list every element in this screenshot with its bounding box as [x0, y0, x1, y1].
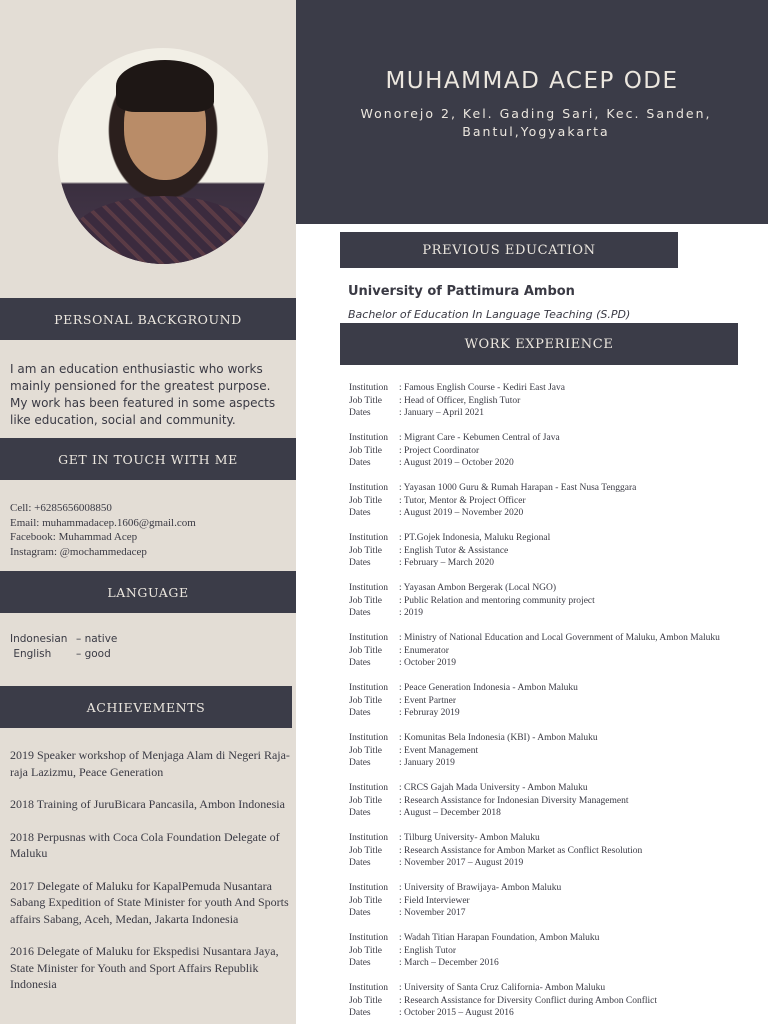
- get-in-touch-heading: GET IN TOUCH WITH ME: [0, 438, 296, 480]
- job-entry: [349, 932, 749, 982]
- job-field-label: Job Title: [349, 945, 383, 956]
- job-dates-row: [349, 957, 749, 970]
- job-entry: [349, 432, 749, 482]
- profile-photo: [58, 48, 268, 264]
- job-field-value: : November 2017: [399, 908, 466, 918]
- job-field-value: : August 2019 – October 2020: [399, 458, 514, 468]
- job-field-value: : February – March 2020: [399, 558, 494, 568]
- job-field-label: Institution: [349, 383, 389, 393]
- job-institution-row: [349, 732, 749, 745]
- job-field-label: Job Title: [349, 845, 383, 856]
- job-job-title-row: [349, 945, 749, 958]
- personal-background-heading: PERSONAL BACKGROUND: [0, 298, 296, 340]
- job-field-value: : Enumerator: [399, 645, 449, 656]
- job-field-label: Job Title: [349, 495, 383, 506]
- language-list: [10, 632, 117, 662]
- job-field-label: Dates: [349, 1008, 371, 1018]
- job-dates-row: [349, 557, 749, 570]
- job-entry: [349, 582, 749, 632]
- achievement-item: 2016 Delegate of Maluku for Ekspedisi Nusantara Jaya, State Minister for Youth and Sport Affairs Republik Indonesia: [10, 944, 279, 991]
- job-institution-row: [349, 882, 749, 895]
- job-dates-row: [349, 757, 749, 770]
- job-institution-row: [349, 982, 749, 995]
- job-job-title-row: [349, 495, 749, 508]
- job-entry: [349, 632, 749, 682]
- job-field-value: : Field Interviewer: [399, 895, 470, 906]
- job-dates-row: [349, 607, 749, 620]
- job-field-label: Institution: [349, 783, 389, 793]
- job-field-label: Job Title: [349, 745, 383, 756]
- job-field-label: Institution: [349, 533, 389, 543]
- job-institution-row: [349, 582, 749, 595]
- job-field-value: : November 2017 – August 2019: [399, 858, 524, 868]
- achievement-item: 2018 Training of JuruBicara Pancasila, Ambon Indonesia: [10, 797, 285, 811]
- job-field-value: : January – April 2021: [399, 408, 484, 418]
- achievement-item: 2018 Perpusnas with Coca Cola Foundation Delegate of Maluku: [10, 829, 280, 860]
- job-field-label: Job Title: [349, 595, 383, 606]
- achievement-item: 2017 Delegate of Maluku for KapalPemuda Nusantara Sabang Expedition of State Minister for youth And Sports affairs Sabang, Aceh, Medan, Jakarta Indonesia: [10, 878, 289, 926]
- job-field-label: Job Title: [349, 795, 383, 806]
- job-field-value: : Wadah Titian Harapan Foundation, Ambon Maluku: [399, 933, 600, 943]
- job-field-value: : Public Relation and mentoring community project: [399, 595, 595, 606]
- job-field-value: : Peace Generation Indonesia - Ambon Maluku: [399, 683, 578, 693]
- job-field-label: Dates: [349, 858, 371, 868]
- job-field-value: : Yayasan 1000 Guru & Rumah Harapan - East Nusa Tenggara: [399, 483, 637, 493]
- job-field-label: Institution: [349, 733, 389, 743]
- degree-title: Bachelor of Education In Language Teaching (S.PD): [348, 308, 631, 321]
- job-entry: [349, 832, 749, 882]
- job-dates-row: [349, 907, 749, 920]
- job-field-value: : Event Partner: [399, 695, 456, 706]
- job-field-label: Institution: [349, 933, 389, 943]
- job-job-title-row: [349, 545, 749, 558]
- contact-cell: Cell: +6285656008850: [10, 502, 112, 514]
- job-field-label: Dates: [349, 558, 371, 568]
- job-job-title-row: [349, 795, 749, 808]
- achievements-heading: ACHIEVEMENTS: [0, 686, 292, 728]
- job-field-value: : University of Santa Cruz California- Ambon Maluku: [399, 983, 606, 993]
- job-field-label: Institution: [349, 583, 389, 593]
- job-job-title-row: [349, 995, 749, 1008]
- job-field-label: Dates: [349, 608, 371, 618]
- job-institution-row: [349, 532, 749, 545]
- job-field-value: : October 2015 – August 2016: [399, 1008, 514, 1018]
- job-field-label: Institution: [349, 983, 389, 993]
- job-field-value: : University of Brawijaya- Ambon Maluku: [399, 883, 562, 893]
- job-institution-row: [349, 432, 749, 445]
- job-entry: [349, 682, 749, 732]
- job-field-label: Job Title: [349, 645, 383, 656]
- job-field-label: Dates: [349, 508, 371, 518]
- job-entry: [349, 982, 749, 1024]
- job-field-value: : CRCS Gajah Mada University - Ambon Maluku: [399, 783, 588, 793]
- job-field-value: : August 2019 – November 2020: [399, 508, 524, 518]
- job-job-title-row: [349, 845, 749, 858]
- job-field-value: : Tilburg University- Ambon Maluku: [399, 833, 540, 843]
- candidate-name: MUHAMMAD ACEP ODE: [385, 68, 679, 94]
- contact-instagram: Instagram: @mochammedacep: [10, 545, 147, 558]
- job-institution-row: [349, 382, 749, 395]
- job-institution-row: [349, 482, 749, 495]
- job-field-value: : Ministry of National Education and Local Government of Maluku, Ambon Maluku: [399, 633, 720, 643]
- job-dates-row: [349, 857, 749, 870]
- job-field-label: Job Title: [349, 395, 383, 406]
- job-dates-row: [349, 507, 749, 520]
- language-heading: LANGUAGE: [0, 571, 296, 613]
- job-institution-row: [349, 782, 749, 795]
- job-field-value: : Research Assistance for Ambon Market as Conflict Resolution: [399, 845, 643, 856]
- job-field-label: Institution: [349, 683, 389, 693]
- job-job-title-row: [349, 595, 749, 608]
- job-field-label: Dates: [349, 808, 371, 818]
- job-field-value: : Komunitas Bela Indonesia (KBI) - Ambon Maluku: [399, 733, 598, 743]
- previous-education-heading: PREVIOUS EDUCATION: [340, 232, 678, 268]
- contact-facebook: Facebook: Muhammad Acep: [10, 531, 138, 543]
- job-field-label: Institution: [349, 433, 389, 443]
- contact-list: [10, 501, 196, 559]
- job-entry: [349, 782, 749, 832]
- job-institution-row: [349, 932, 749, 945]
- job-dates-row: [349, 407, 749, 420]
- job-field-label: Dates: [349, 758, 371, 768]
- job-field-label: Dates: [349, 958, 371, 968]
- job-field-value: : Februray 2019: [399, 708, 460, 718]
- job-field-label: Institution: [349, 633, 389, 643]
- job-field-label: Job Title: [349, 895, 383, 906]
- job-field-value: : Research Assistance for Diversity Conflict during Ambon Conflict: [399, 995, 658, 1006]
- job-job-title-row: [349, 445, 749, 458]
- job-job-title-row: [349, 645, 749, 658]
- job-job-title-row: [349, 745, 749, 758]
- contact-email: Email: muhammadacep.1606@gmail.com: [10, 516, 196, 529]
- language-item: English – good: [10, 648, 111, 660]
- job-field-value: : January 2019: [399, 758, 455, 768]
- job-field-value: : Yayasan Ambon Bergerak (Local NGO): [399, 583, 557, 593]
- job-dates-row: [349, 707, 749, 720]
- personal-background-text: I am an education enthusiastic who works mainly pensioned for the greatest purpose. My work has been featured in some aspects like education, social and community.: [10, 362, 276, 427]
- job-entry: [349, 882, 749, 932]
- job-field-label: Job Title: [349, 995, 383, 1006]
- job-field-value: : Tutor, Mentor & Project Officer: [399, 495, 526, 506]
- job-field-value: : Research Assistance for Indonesian Diversity Management: [399, 795, 629, 806]
- job-institution-row: [349, 632, 749, 645]
- job-entry: [349, 482, 749, 532]
- job-field-label: Job Title: [349, 545, 383, 556]
- work-experience-heading: WORK EXPERIENCE: [340, 323, 738, 365]
- job-field-value: : October 2019: [399, 658, 456, 668]
- job-field-value: : August – December 2018: [399, 808, 501, 818]
- job-job-title-row: [349, 395, 749, 408]
- job-dates-row: [349, 457, 749, 470]
- job-entry: [349, 532, 749, 582]
- candidate-address: Wonorejo 2, Kel. Gading Sari, Kec. Sanden, Bantul,Yogyakarta: [360, 106, 712, 139]
- achievements-list: [10, 747, 290, 1009]
- job-field-label: Institution: [349, 833, 389, 843]
- job-field-label: Institution: [349, 883, 389, 893]
- job-field-value: : Event Management: [399, 745, 479, 756]
- job-job-title-row: [349, 895, 749, 908]
- language-item: Indonesian – native: [10, 633, 118, 645]
- job-field-label: Dates: [349, 458, 371, 468]
- job-job-title-row: [349, 695, 749, 708]
- job-dates-row: [349, 1007, 749, 1020]
- job-field-value: : Head of Officer, English Tutor: [399, 395, 521, 406]
- job-field-label: Institution: [349, 483, 389, 493]
- job-entry: [349, 382, 749, 432]
- job-dates-row: [349, 807, 749, 820]
- achievement-item: 2019 Speaker workshop of Menjaga Alam di Negeri Raja-raja Lazizmu, Peace Generation: [10, 748, 290, 779]
- job-field-label: Job Title: [349, 445, 383, 456]
- job-field-value: : 2019: [399, 608, 424, 618]
- work-experience-list: [349, 382, 749, 1024]
- job-institution-row: [349, 832, 749, 845]
- job-field-value: : Migrant Care - Kebumen Central of Java: [399, 433, 560, 443]
- job-field-label: Dates: [349, 708, 371, 718]
- job-field-value: : English Tutor & Assistance: [399, 545, 509, 556]
- job-field-value: : Project Coordinator: [399, 445, 480, 456]
- job-field-value: : Famous English Course - Kediri East Java: [399, 383, 565, 393]
- job-field-value: : March – December 2016: [399, 958, 499, 968]
- job-field-value: : English Tutor: [399, 945, 457, 956]
- job-field-label: Job Title: [349, 695, 383, 706]
- job-entry: [349, 732, 749, 782]
- job-field-label: Dates: [349, 908, 371, 918]
- university-name: University of Pattimura Ambon: [348, 284, 575, 299]
- job-field-value: : PT.Gojek Indonesia, Maluku Regional: [399, 533, 551, 543]
- job-field-label: Dates: [349, 408, 371, 418]
- job-institution-row: [349, 682, 749, 695]
- job-dates-row: [349, 657, 749, 670]
- job-field-label: Dates: [349, 658, 371, 668]
